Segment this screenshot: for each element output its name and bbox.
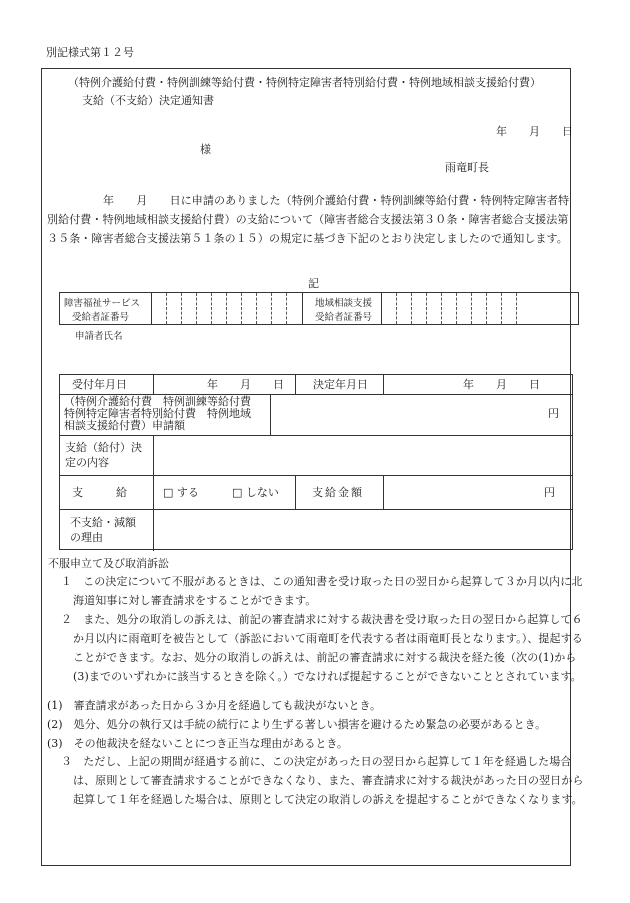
addressee-suffix: 様 [200, 143, 211, 156]
digit-cell [396, 293, 397, 324]
col-divider [295, 475, 296, 509]
appeal-sub-1: (1) 審査請求があった日から３か月を経過しても裁決がないとき。 [47, 699, 382, 712]
welfare-cert-label-2: 受給者証番号 [72, 312, 130, 323]
digit-cell [196, 293, 197, 324]
digit-cell [166, 293, 167, 324]
content-label-2: 定の内容 [65, 456, 109, 469]
decision-table [59, 374, 573, 550]
welfare-cert-label-1: 障害福祉サービス [64, 298, 141, 309]
option-no-checkbox[interactable]: □ しない [232, 486, 279, 499]
digit-cell [441, 293, 442, 324]
applicant-name-label: 申請者氏名 [75, 331, 123, 342]
digit-cell [181, 293, 182, 324]
col-divider [153, 375, 154, 394]
divider [302, 293, 303, 324]
col-divider [153, 435, 154, 551]
digit-cell [411, 293, 412, 324]
col-divider [383, 475, 384, 509]
appeal-sub-2: (2) 処分、処分の執行又は手続の続行により生ずる著しい損害を避けるため緊急の必要があるとき。 [47, 718, 547, 731]
payment-amount-label: 支給金額 [312, 486, 364, 499]
reason-label-1: 不支給・減額 [70, 516, 136, 529]
requested-amount-yen: 円 [548, 407, 559, 420]
digit-cell [286, 293, 287, 324]
amount-label-3: 相談支援給付費）申請額 [64, 419, 185, 432]
form-number: 別記様式第１２号 [46, 46, 134, 59]
content-label-1: 支給（給付）決 [65, 441, 142, 454]
appeal-item-1: １ この決定について不服があるときは、この通知書を受け取った日の翌日から起算して３か月以内に北海道知事に対し審査請求をすることができます。 [61, 575, 583, 607]
digit-cell [211, 293, 212, 324]
payment-amount-yen: 円 [544, 486, 555, 499]
issue-date: 年 月 日 [496, 125, 573, 138]
digit-cell [271, 293, 272, 324]
digit-cell [516, 293, 517, 324]
row-divider [60, 509, 572, 510]
reason-label-2: の理由 [70, 531, 103, 544]
received-date-value: 年 月 日 [207, 378, 284, 391]
consult-cert-label-2: 受給者証番号 [315, 312, 373, 323]
digit-cell [426, 293, 427, 324]
appeal-item-2: ２ また、処分の取消しの訴えは、前記の審査請求に対する裁決書を受け取った日の翌日から起算して６か月以内に雨竜町を被告として（訴訟において雨竜町を代表する者は雨竜町長となります。）、提起することができます。なお、処分の取消しの訴えは、前記の審査請求に対する裁決を経た後（次の(1)から(3)までのいずれかに該当するときを除く。）でなければ提起することができないこととされています。 [61, 613, 583, 683]
digit-cell [241, 293, 242, 324]
digit-cell [486, 293, 487, 324]
divider [381, 293, 382, 324]
digit-cell [226, 293, 227, 324]
amount-label-1: （特例介護給付費 特例訓練等給付費 [64, 395, 251, 408]
digit-cell [471, 293, 472, 324]
amount-label-2: 特例特定障害者特別給付費 特例地域 [64, 407, 251, 420]
appeal-item-3: ３ ただし、上記の期間が経過する前に、この決定があった日の翌日から起算して１年を経過した場合は、原則として審査請求することができなくなり、また、審査請求に対する裁決があった日の翌日から起算して１年を経過した場合は、原則として決定の取消しの訴えを提起することができなくなります。 [61, 755, 584, 806]
ki-marker: 記 [308, 277, 319, 290]
option-yes-checkbox[interactable]: □ する [163, 486, 199, 499]
appeal-sub-3: (3) その他裁決を経ないことにつき正当な理由があるとき。 [47, 737, 348, 750]
appeal-heading: 不服申立て及び取消訴訟 [48, 557, 169, 570]
digit-cell [456, 293, 457, 324]
certificate-number-box [59, 292, 579, 325]
document-title: 支給（不支給）決定通知書 [82, 94, 214, 107]
notice-body: 年 月 日に申請のありました（特例介護給付費・特例訓練等給付費・特例特定障害者特別給付費・特例地域相談支援給付費）の支給について（障害者総合支援法第３０条・障害者総合支援法第３５条・障害者総合支援法第５１条の１５）の規定に基づき下記のとおり決定しましたので通知します。 [47, 194, 570, 245]
col-divider [270, 394, 271, 435]
decision-date-label: 決定年月日 [313, 378, 368, 391]
consult-cert-label-1: 地域相談支援 [315, 298, 373, 309]
col-divider [295, 375, 296, 394]
digit-cell [256, 293, 257, 324]
digit-cell [501, 293, 502, 324]
divider [151, 293, 152, 324]
row-divider [60, 475, 572, 476]
row-divider [60, 435, 572, 436]
col-divider [383, 375, 384, 394]
decision-date-value: 年 月 日 [463, 378, 540, 391]
header-categories: （特例介護給付費・特例訓練等給付費・特例特定障害者特別給付費・特例地域相談支援給付費） [68, 76, 541, 89]
issuer-name: 雨竜町長 [445, 161, 489, 174]
payment-label: 支 給 [72, 486, 127, 499]
received-date-label: 受付年月日 [72, 378, 127, 391]
